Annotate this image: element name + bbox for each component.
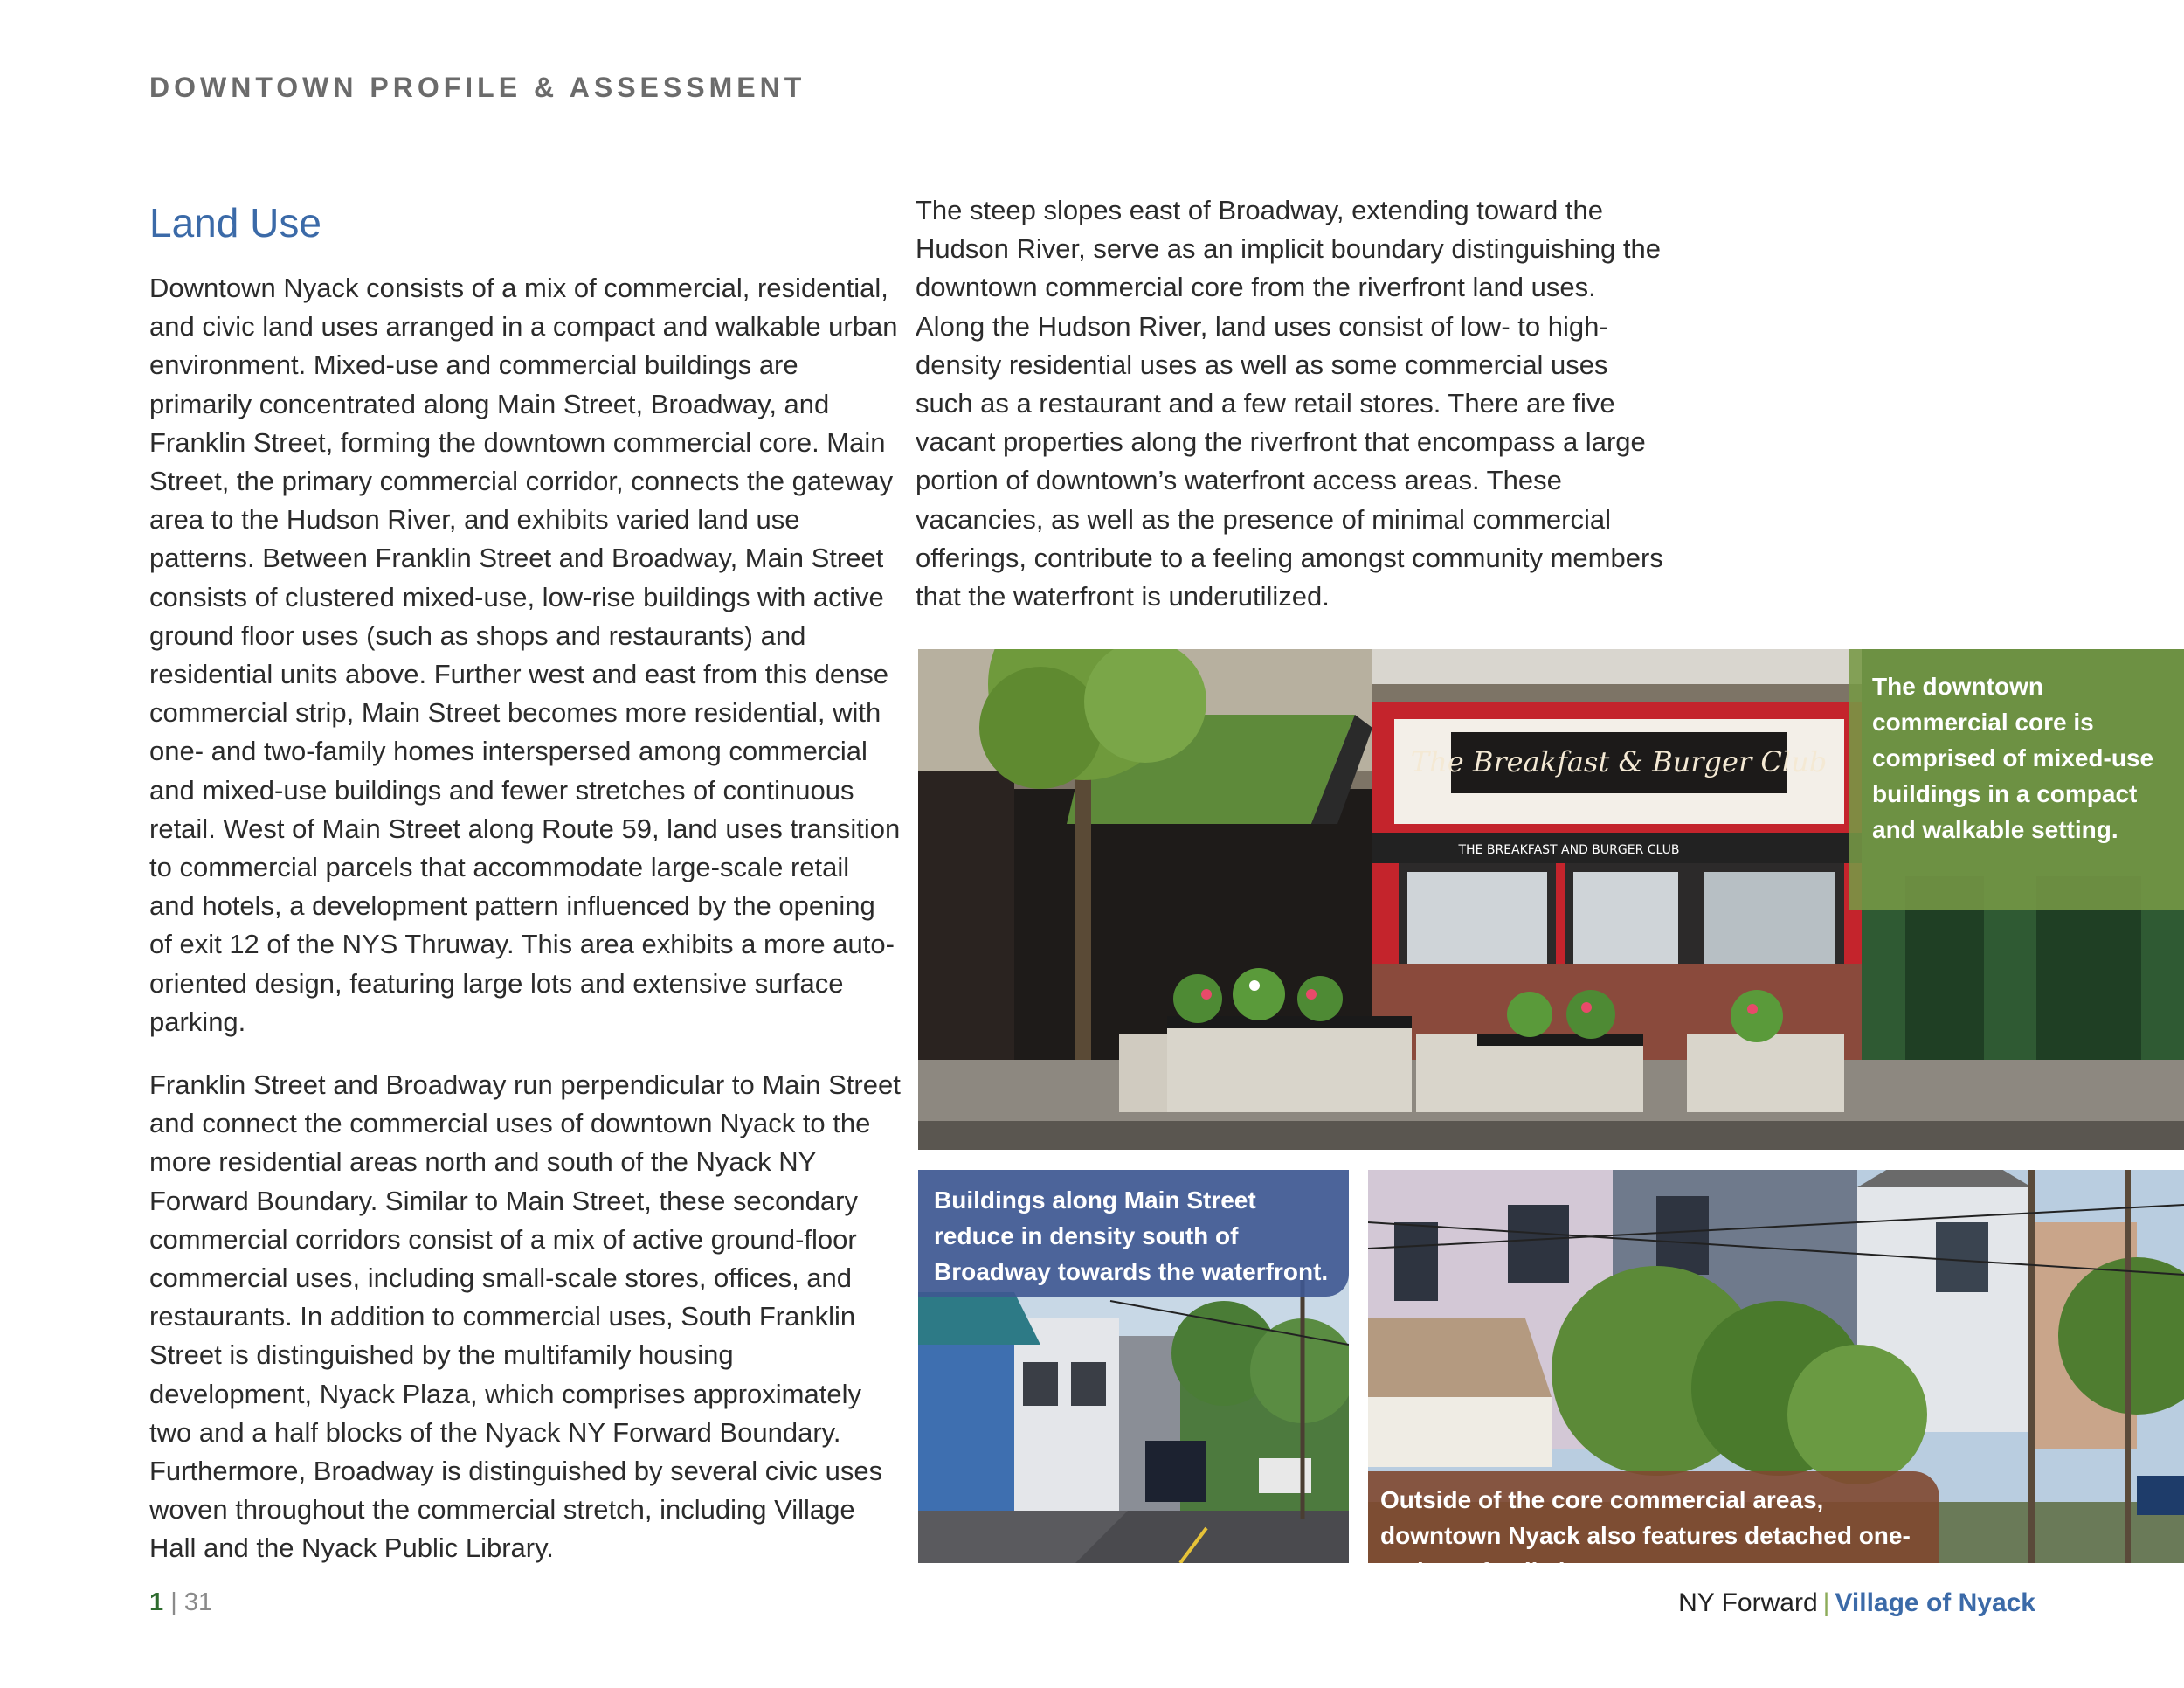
- restaurant-sign: The Breakfast & Burger Club: [1410, 745, 1828, 778]
- body-paragraph-3: The steep slopes east of Broadway, extending toward the Hudson River, serve as an implicit boundary distinguishing the downtown commercial core from the riverfront land uses. Along the Hudson River, land uses consist of low- to high-density residential uses as well as some commercial uses such as a restaurant and a few retail stores. There are five vacant properties along the riverfront that encompass a large portion of downtown’s waterfront access areas. These vacancies, as well as the presence of minimal commercial offerings, contribute to a feeling amongst community members that the waterfront is underutilized.: [916, 195, 1663, 612]
- footer-divider: |: [1822, 1588, 1830, 1617]
- section-header: DOWNTOWN PROFILE & ASSESSMENT: [149, 72, 806, 103]
- total-pages: 31: [183, 1588, 213, 1616]
- storefront-caption: The downtown commercial core is comprised of mixed-use buildings in a compact and walkable setting.: [1849, 649, 2184, 910]
- current-page-number: 1: [149, 1588, 164, 1616]
- awning-sign: THE BREAKFAST AND BURGER CLUB: [1458, 843, 1680, 857]
- footer-branding: [1678, 1588, 2035, 1618]
- body-paragraph-2: Franklin Street and Broadway run perpendicular to Main Street and connect the commercial uses of downtown Nyack to the more residential areas north and south of the Nyack NY Forward Boundary. Similar to Main Street, these secondary commercial corridors consist of a mix of active ground-floor commercial uses, including small-scale stores, offices, and restaurants. In addition to commercial uses, South Franklin Street is distinguished by the multifamily housing development, Nyack Plaza, which comprises approximately two and a half blocks of the Nyack NY Forward Boundary. Furthermore, Broadway is distinguished by several civic uses woven throughout the commercial stretch, including Village Hall and the Nyack Public Library.: [149, 1069, 901, 1564]
- page-title: Land Use: [149, 200, 321, 246]
- page-number: [149, 1588, 212, 1617]
- homes-caption: Outside of the core commercial areas, downtown Nyack also features detached one- and two-family homes.: [1368, 1471, 1939, 1563]
- page-separator: |: [170, 1588, 177, 1616]
- main-street-caption: Buildings along Main Street reduce in density south of Broadway towards the waterfront.: [918, 1170, 1349, 1297]
- village-name: Village of Nyack: [1835, 1588, 2035, 1617]
- body-paragraph-1: Downtown Nyack consists of a mix of commercial, residential, and civic land uses arranged in a compact and walkable urban environment. Mixed-use and commercial buildings are primarily concentrated along Main Street, Broadway, and Franklin Street, forming the downtown commercial core. Main Street, the primary commercial corridor, connects the gateway area to the Hudson River, and exhibits varied land use patterns. Between Franklin Street and Broadway, Main Street consists of clustered mixed-use, low-rise buildings with active ground floor uses (such as shops and restaurants) and residential units above. Further west and east from this dense commercial strip, Main Street becomes more residential, with one- and two-family homes interspersed among commercial and mixed-use buildings and fewer stretches of continuous retail. West of Main Street along Route 59, land uses transition to commercial parcels that accommodate large-scale retail and hotels, a development pattern influenced by the opening of exit 12 of the NYS Thruway. This area exhibits a more auto-oriented design, featuring large lots and extensive surface parking.: [149, 273, 901, 1037]
- program-name: NY Forward: [1678, 1588, 1818, 1617]
